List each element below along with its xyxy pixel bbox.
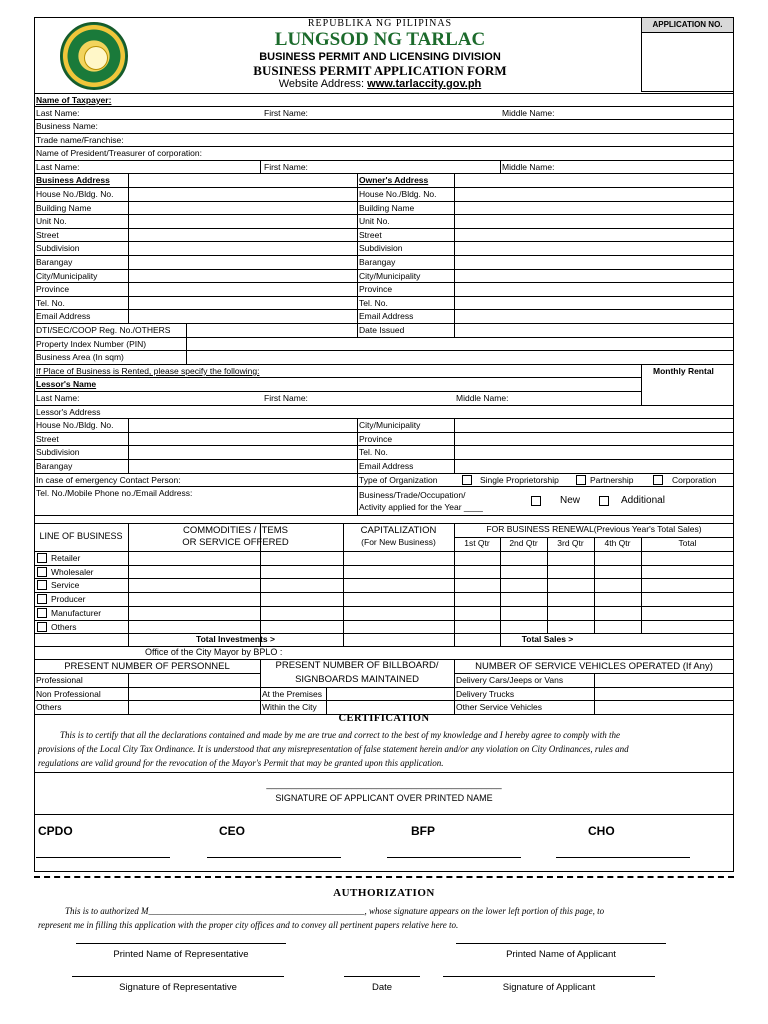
lessor-address-row-right: Tel. No. [359,447,388,457]
business-address-row: Tel. No. [36,297,65,308]
first-name-label-2: First Name: [264,162,308,172]
personnel-heading: PRESENT NUMBER OF PERSONNEL [64,661,230,672]
corporation-checkbox[interactable] [653,475,663,485]
business-address-row: City/Municipality [36,270,98,281]
q1-label: 1st Qtr [464,538,490,548]
activity-label-2: Activity applied for the Year ____ [359,502,483,512]
total-investments-label: Total Investments > [196,634,275,644]
business-address-heading: Business Address [36,175,110,185]
rented-note: If Place of Business is Rented, please specify the following: [36,366,260,376]
owner-address-row: Street [359,229,382,240]
business-address-row: Building Name [36,202,92,213]
first-name-label: First Name: [264,108,308,118]
business-type-label: Others [51,621,77,632]
new-checkbox[interactable] [531,496,541,506]
printed-rep-label: Printed Name of Representative [113,949,249,960]
business-type-checkbox[interactable] [37,580,47,590]
additional-label: Additional [621,495,665,506]
owner-address-row: Email Address [359,311,414,322]
partnership-checkbox[interactable] [576,475,586,485]
certification-text-2: provisions of the Local City Tax Ordinance. It is understood that any misrepresentation of false statement herein and/or any violation on City Ordinances, rules and [38,744,629,754]
date-line[interactable] [344,976,420,977]
additional-checkbox[interactable] [599,496,609,506]
owner-address-row: Province [359,284,393,295]
reg-no-label: DTI/SEC/COOP Reg. No./OTHERS [36,325,171,335]
commodities-label-2: OR SERVICE OFFERED [182,537,289,548]
q4-label: 4th Qtr [604,538,631,548]
cpdo-signature-line[interactable] [36,857,170,858]
business-type-checkbox[interactable] [37,622,47,632]
q2-label: 2nd Qtr [509,538,538,548]
total-label: Total [678,538,697,548]
business-address-row: Street [36,229,59,240]
city-seal-icon [60,22,128,90]
lessor-address-row: Barangay [36,460,73,471]
business-type-checkbox[interactable] [37,567,47,577]
vehicles-heading: NUMBER OF SERVICE VEHICLES OPERATED (If Any) [475,661,713,672]
business-address-row: Email Address [36,311,91,322]
business-address-row: Barangay [36,257,73,267]
lessor-address-row: Street [36,433,59,444]
office-ceo: CEO [219,824,246,838]
certification-text-3: regulations are valid ground for the revocation of the Mayor's Permit that may be granted upon this application. [38,758,444,768]
within-city-label: Within the City [262,702,317,712]
renewal-label: FOR BUSINESS RENEWAL(Previous Year's Total Sales) [486,524,702,534]
bplo-label: Office of the City Mayor by BPLO : [145,647,283,657]
last-name-label: Last Name: [36,108,80,118]
owner-address-row: Building Name [359,202,415,213]
pin-label: Property Index Number (PIN) [36,339,147,349]
business-type-label: Manufacturer [51,607,102,618]
cho-signature-line[interactable] [556,857,690,858]
area-label: Business Area (In sqm) [36,352,124,362]
business-type-checkbox[interactable] [37,594,47,604]
city-name: LUNGSOD NG TARLAC [274,29,486,50]
delivery-cars-label: Delivery Cars/Jeeps or Vans [456,675,564,685]
new-label: New [560,495,581,506]
business-type-label: Retailer [51,553,81,563]
office-bfp: BFP [411,824,435,838]
new-business-label: (For New Business) [361,537,436,547]
website-line: Website Address: www.tarlaccity.gov.ph [278,78,482,90]
form-title: BUSINESS PERMIT APPLICATION FORM [253,63,507,78]
applicant-signature-line[interactable] [443,976,655,977]
lessor-address-row: House No./Bldg. No. [36,420,114,430]
business-name-label: Business Name: [36,121,98,131]
emergency-tel-label: Tel. No./Mobile Phone no./Email Address: [36,488,193,498]
total-sales-label: Total Sales > [521,634,574,644]
sig-rep-label: Signature of Representative [119,982,237,993]
lessor-middle-name-label: Middle Name: [456,393,509,403]
business-type-label: Wholesaler [51,566,94,577]
corporation-label: Corporation [672,475,717,485]
lessor-first-name-label: First Name: [264,393,308,403]
billboard-heading-2: SIGNBOARDS MAINTAINED [295,674,419,685]
professional-label: Professional [36,675,83,685]
billboard-heading-1: PRESENT NUMBER OF BILLBOARD/ [275,660,439,671]
q3-label: 3rd Qtr [557,538,584,548]
business-address-row: Subdivision [36,243,80,254]
delivery-trucks-label: Delivery Trucks [456,689,515,699]
taxpayer-heading: Name of Taxpayer: [36,95,112,105]
lessor-address-row-right: Province [359,433,393,444]
website-link[interactable]: www.tarlaccity.gov.ph [367,78,482,90]
application-no-label: APPLICATION NO. [641,17,734,33]
signature-label: SIGNATURE OF APPLICANT OVER PRINTED NAME [275,793,493,803]
lessor-heading: Lessor's Name [36,379,97,389]
trade-name-label: Trade name/Franchise: [36,135,124,145]
capitalization-label: CAPITALIZATION [360,525,437,536]
ceo-signature-line[interactable] [207,857,341,858]
middle-name-label-2: Middle Name: [502,162,555,172]
sole-proprietorship-label: Single Proprietorship [480,475,559,485]
date-label: Date [371,982,393,993]
lessor-address-row-right: City/Municipality [359,420,421,430]
owner-address-row: Subdivision [359,243,403,254]
authorization-text-1: This is to authorized M________________________________________________, whose signature appears on the lower left portion of this page, to [65,906,605,916]
bfp-signature-line[interactable] [387,857,521,858]
emergency-label: In case of emergency Contact Person: [36,475,181,485]
monthly-rental-label: Monthly Rental [653,366,714,376]
sole-proprietorship-checkbox[interactable] [462,475,472,485]
business-type-label: Service [51,580,80,591]
business-type-checkbox[interactable] [37,608,47,618]
date-issued-label: Date Issued [359,325,405,335]
printed-app-label: Printed Name of Applicant [506,949,616,960]
business-address-row: Province [36,284,70,295]
non-professional-label: Non Professional [36,689,101,699]
republic-label: REPUBLIKA NG PILIPINAS [307,18,453,29]
sig-app-label: Signature of Applicant [502,982,596,993]
business-address-row: House No./Bldg. No. [36,189,114,199]
lessor-address-row: Subdivision [36,447,80,457]
owner-address-row: City/Municipality [359,270,421,281]
office-cpdo: CPDO [38,824,73,838]
lessor-address-label: Lessor's Address [36,407,101,417]
application-no-field[interactable] [641,32,734,92]
owner-address-row: Barangay [359,257,396,267]
authorization-heading: AUTHORIZATION [333,887,435,899]
certification-text-1: This is to certify that all the declarations contained and made by me are true and correct to the best of my knowledge and I hereby agree to comply with the [60,730,621,740]
last-name-label-2: Last Name: [36,162,80,172]
org-type-label: Type of Organization [359,475,438,485]
commodities-label-1: COMMODITIES / ITEMS [182,525,289,536]
certification-heading: CERTIFICATION [338,713,430,724]
business-address-row: Unit No. [36,216,67,227]
lessor-last-name-label: Last Name: [36,393,80,403]
activity-label-1: Business/Trade/Occupation/ [359,490,466,500]
cut-line [34,876,734,878]
lessor-address-row-right: Email Address [359,460,414,471]
partnership-label: Partnership [590,475,634,485]
at-premises-label: At the Premises [262,689,322,699]
owner-address-row: House No./Bldg. No. [359,189,437,199]
owner-address-row: Tel. No. [359,297,388,308]
owners-address-heading: Owner's Address [359,175,429,185]
others-personnel-label: Others [36,702,62,712]
applicant-name-line[interactable] [456,943,666,944]
other-vehicles-label: Other Service Vehicles [456,702,542,712]
line-of-business-label: LINE OF BUSINESS [39,531,123,541]
business-type-label: Producer [51,594,86,605]
middle-name-label: Middle Name: [502,108,555,118]
president-label: Name of President/Treasurer of corporation: [36,148,202,158]
signature-line[interactable]: _______________________________________________ [266,779,502,789]
authorization-text-2: represent me in filling this application with the proper city offices and to convey all pertinent papers relative here to. [38,920,459,930]
representative-name-line[interactable] [76,943,286,944]
owner-address-row: Unit No. [359,216,390,227]
division-name: BUSINESS PERMIT AND LICENSING DIVISION [259,51,501,63]
representative-signature-line[interactable] [72,976,284,977]
office-cho: CHO [588,824,615,838]
business-type-checkbox[interactable] [37,553,47,563]
